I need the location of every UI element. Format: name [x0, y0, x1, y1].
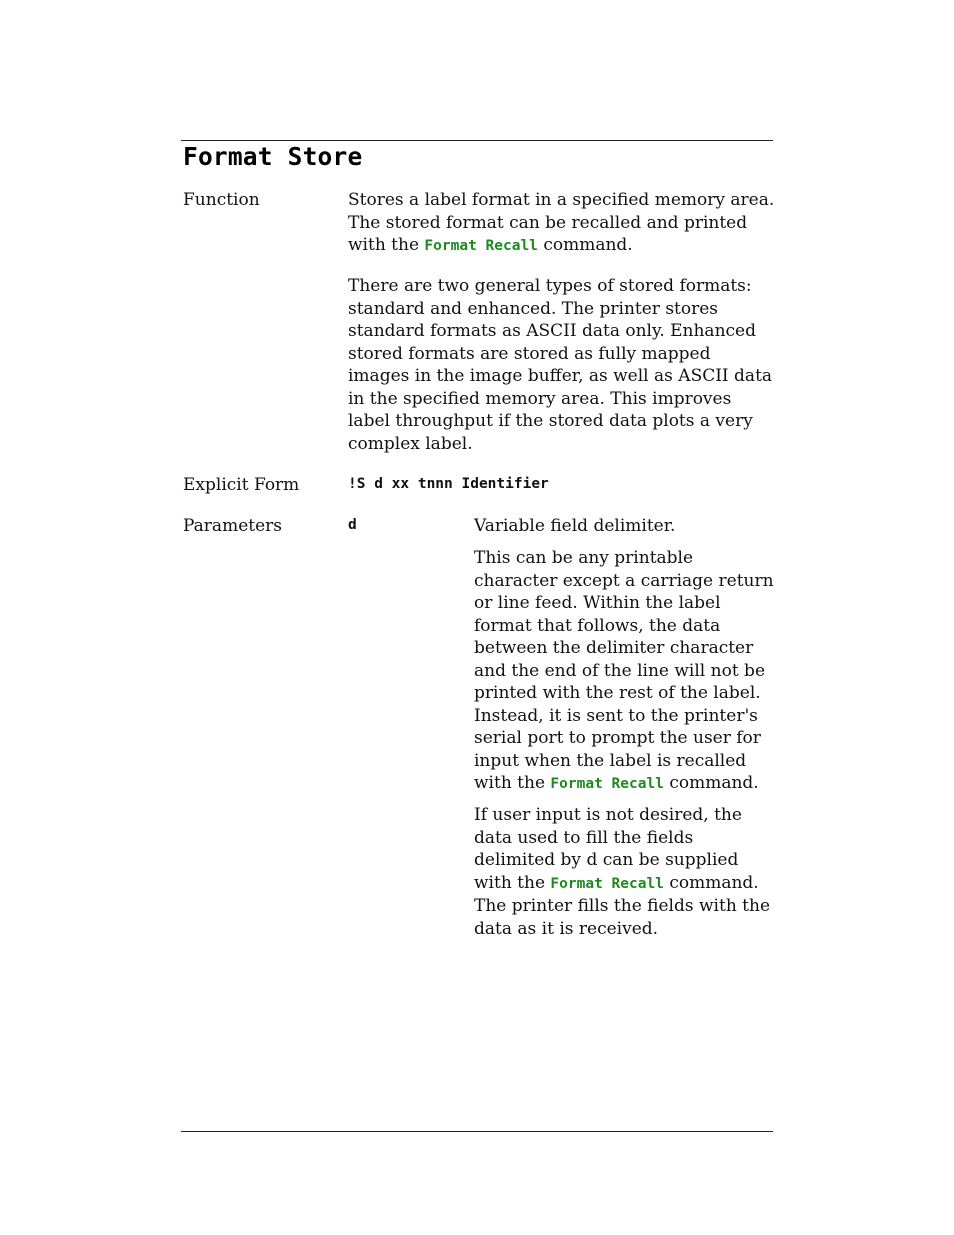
parameter-note-text-1: If user input is not desired, the data used to fill the fields delimited by d can be supplied with the [474, 805, 742, 893]
parameters-label: Parameters [183, 516, 282, 536]
function-detail: There are two general types of stored formats: standard and enhanced. The printer stores standard formats as ASCII data only. Enhanced stored formats are stored as fully mapped images in the image buffer, as well as ASCII data in the specified memory area. This improves label throughput if the stored data plots a very complex label. [348, 276, 773, 454]
format-recall-link[interactable]: Format Recall [424, 238, 538, 254]
bottom-rule [181, 1131, 773, 1132]
explicit-form-syntax: !S d xx tnnn Identifier [348, 476, 549, 492]
page-title: Format Store [183, 142, 363, 171]
format-recall-link[interactable]: Format Recall [550, 875, 664, 892]
parameter-summary: Variable field delimiter. [474, 516, 676, 536]
parameter-note-text-2: command. The printer fills the fields with the data as it is received. [474, 872, 771, 939]
parameter-text-1: This can be any printable character except a carriage return or line feed. Within the label format that follows, the data between the delimiter character and the end of the line will not be printed with the rest of the label. Instead, it is sent to the printer's serial port to prompt the user for input when the label is recalled with the [474, 548, 774, 793]
format-recall-link[interactable]: Format Recall [550, 776, 664, 792]
parameter-name: d [348, 517, 357, 533]
top-rule [181, 140, 773, 141]
function-text-1: Stores a label format in a specified memory area. The stored format can be recalled and printed with the [348, 190, 775, 255]
parameter-description [474, 547, 776, 796]
function-label: Function [183, 190, 260, 210]
explicit-form-label: Explicit Form [183, 475, 300, 495]
function-text-2: command. [537, 235, 633, 255]
parameter-text-2: command. [663, 773, 759, 793]
parameter-note [474, 804, 776, 940]
function-description [348, 189, 776, 258]
